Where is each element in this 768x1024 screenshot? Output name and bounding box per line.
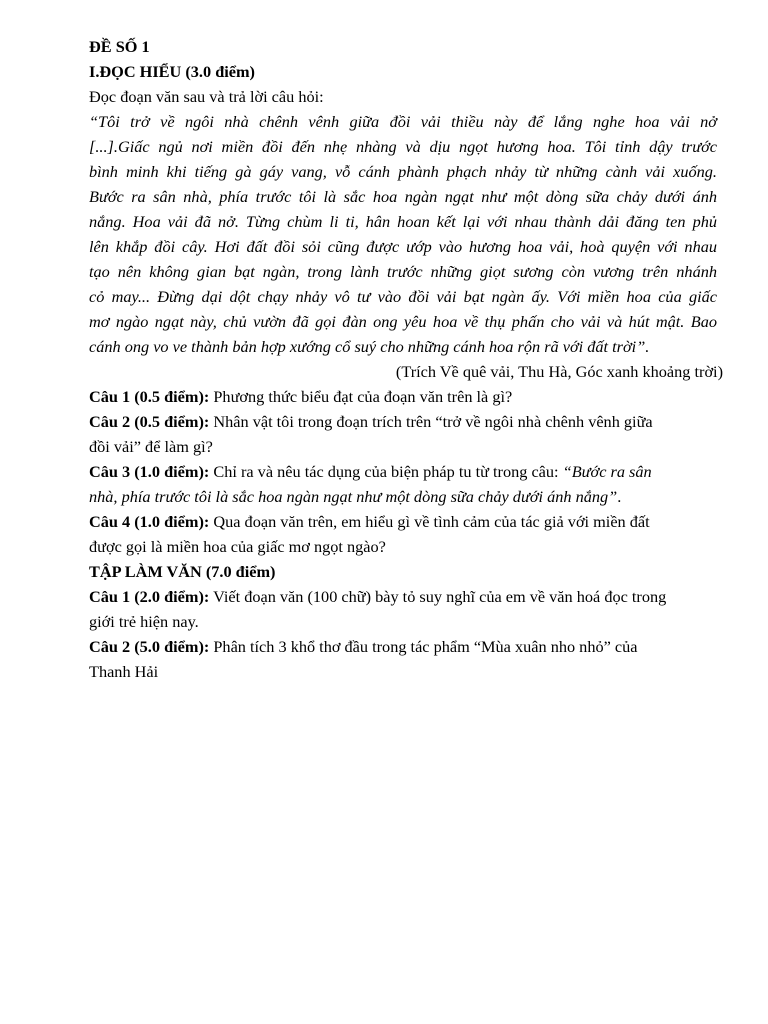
question-text: Qua đoạn văn trên, em hiểu gì về tình cảm của tác giả với miền đất: [209, 512, 650, 531]
question-text: Viết đoạn văn (100 chữ) bày tỏ suy nghĩ của em về văn hoá đọc trong: [209, 587, 667, 606]
passage-line: lên khắp đồi cây. Hơi đất đồi sỏi cũng được ướp vào hương hoa vải, hoà quyện với nhau: [89, 237, 717, 256]
question-text: Phương thức biểu đạt của đoạn văn trên là gì?: [209, 387, 513, 406]
question-text: Chỉ ra và nêu tác dụng của biện pháp tu từ trong câu:: [209, 462, 563, 481]
question-label: Câu 2 (0.5 điểm):: [89, 412, 210, 431]
passage-line: “Tôi trở về ngôi nhà chênh vênh giữa đồi vải thiều này để lắng nghe hoa vải nở: [89, 112, 717, 131]
quoted-sentence-continued: nhà, phía trước tôi là sắc hoa ngàn ngạt như một dòng sữa chảy dưới ánh nắng”: [89, 487, 618, 506]
question-text-continued: được gọi là miền hoa của giấc mơ ngọt ngào?: [89, 537, 386, 556]
question-label: Câu 1 (2.0 điểm):: [89, 587, 210, 606]
instruction-text: Đọc đoạn văn sau và trả lời câu hỏi:: [89, 87, 324, 106]
part2-heading: TẬP LÀM VĂN (7.0 điểm): [89, 562, 276, 581]
question-label: Câu 1 (0.5 điểm):: [89, 387, 210, 406]
question-text: Phân tích 3 khổ thơ đầu trong tác phẩm “Mùa xuân nho nhỏ” của: [209, 637, 638, 656]
passage-line: cỏ may... Đừng dại dột chạy nhảy vô tư vào đồi vải bạt ngàn ấy. Với miền hoa của giấc: [89, 287, 717, 306]
writing-question-1: [89, 584, 729, 634]
passage-line: Bước ra sân nhà, phía trước tôi là sắc hoa ngàn ngạt như một dòng sữa chảy dưới ánh: [89, 187, 717, 206]
question-1: [89, 384, 729, 409]
question-3: [89, 459, 729, 509]
question-text-continued: Thanh Hải: [89, 662, 159, 681]
question-2: [89, 409, 729, 459]
passage-line: [...].Giấc ngủ nơi miền đồi đến nhẹ nhàng và dịu ngọt hương hoa. Tôi tỉnh dậy trước: [89, 137, 717, 156]
quoted-sentence: “Bước ra sân: [562, 462, 652, 481]
sentence-end: .: [617, 487, 622, 506]
exam-page: [89, 34, 729, 684]
passage-line: cánh ong vo ve thành bản hợp xướng cổ suý cho những cánh hoa rộn rã với đất trời”.: [89, 337, 650, 356]
question-label: Câu 2 (5.0 điểm):: [89, 637, 210, 656]
question-label: Câu 3 (1.0 điểm):: [89, 462, 210, 481]
writing-question-2: [89, 634, 729, 684]
reading-passage: [89, 109, 729, 359]
passage-line: mơ ngào ngạt này, chủ vườn đã gọi đàn ong yêu hoa về thụ phấn cho vải và hút mật. Bao: [89, 312, 717, 331]
exam-title: ĐỀ SỐ 1: [89, 37, 150, 56]
question-text: Nhân vật tôi trong đoạn trích trên “trở về ngôi nhà chênh vênh giữa: [209, 412, 653, 431]
passage-line: nắng. Hoa vải đã nở. Từng chùm li ti, hân hoan kết lại với nhau thành dải đăng ten phủ: [89, 212, 717, 231]
question-label: Câu 4 (1.0 điểm):: [89, 512, 210, 531]
question-text-continued: giới trẻ hiện nay.: [89, 612, 199, 631]
passage-source: (Trích Về quê vải, Thu Hà, Góc xanh khoảng trời): [395, 362, 723, 381]
passage-line: bình minh khi tiếng gà gáy vang, vỗ cánh phành phạch nhảy từ những cành vải xuống.: [89, 162, 717, 181]
passage-line: tạo nên không gian bạt ngàn, trong lành trước những giọt sương còn vương trên nhánh: [89, 262, 717, 281]
question-4: [89, 509, 729, 559]
question-text-continued: đồi vải” để làm gì?: [89, 437, 213, 456]
part1-heading: I.ĐỌC HIỂU (3.0 điểm): [89, 62, 255, 81]
